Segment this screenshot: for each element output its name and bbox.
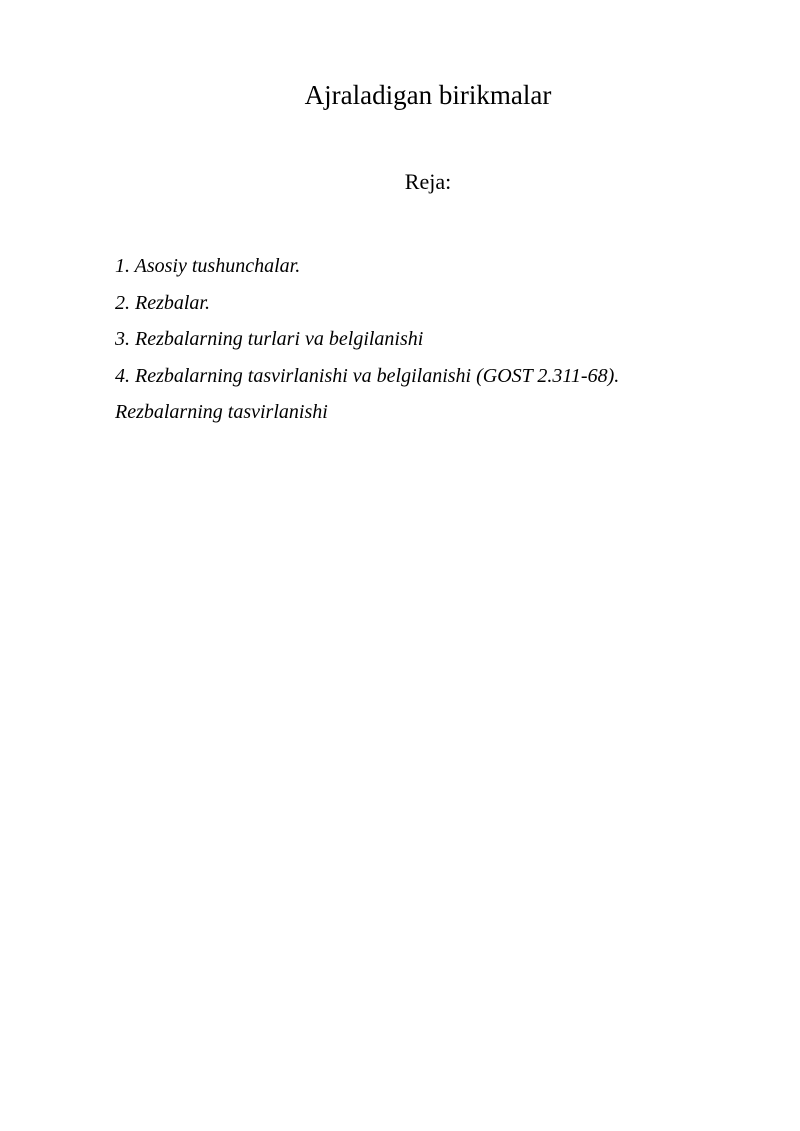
page-title: Ajraladigan birikmalar <box>304 80 552 110</box>
plan-item-5: Rezbalarning tasvirlanishi <box>115 401 328 423</box>
plan-item-3: 3. Rezbalarning turlari va belgilanishi <box>115 328 424 350</box>
plan-item-1: 1. Asosiy tushunchalar. <box>115 255 301 277</box>
plan-item-4: 4. Rezbalarning tasvirlanishi va belgilanishi (GOST 2.311-68). <box>115 364 620 387</box>
plan-item-2: 2. Rezbalar. <box>115 291 210 314</box>
plan-list <box>115 248 755 431</box>
plan-heading: Reja: <box>404 169 452 194</box>
